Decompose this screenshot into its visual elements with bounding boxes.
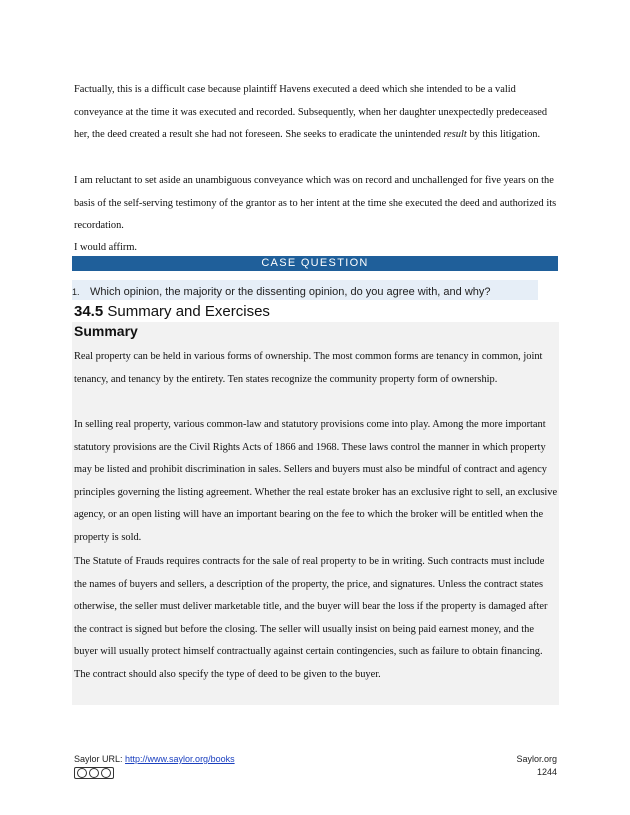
- summary-paragraph-1: Real property can be held in various forms of ownership. The most common forms are tenancy in common, joint tenancy, and tenancy by the entirety. Ten states recognize the community property form of ownership.: [74, 351, 543, 385]
- case-question-banner: CASE QUESTION: [72, 256, 558, 271]
- summary-heading: Summary: [74, 323, 138, 339]
- dissent-paragraph-2: I am reluctant to set aside an unambiguous conveyance which was on record and unchallenged for five years on the basis of the self-serving testimony of the grantor as to her intent at the time she executed the deed and authorized its recordation.: [74, 175, 557, 232]
- footer-url: Saylor URL: http://www.saylor.org/books: [74, 754, 235, 764]
- summary-paragraph-3: The Statute of Frauds requires contracts for the sale of real property to be in writing. Such contracts must include the names of buyers and sellers, a description of the property, the price, and signatures. Unless the contract states otherwise, the seller must deliver marketable title, and the buyer will bear the loss if the property is damaged after the contract is signed but before the closing. The seller will usually insist on being paid earnest money, and the buyer will usually protect himself contractually against certain contingencies, such as failure to obtain financing. The contract should also specify the type of deed to be given to the buyer.: [74, 556, 548, 680]
- summary-paragraph-2: In selling real property, various common-law and statutory provisions come into play. Among the more important statutory provisions are the Civil Rights Acts of 1866 and 1968. These laws control the manner in which property may be listed and prohibit discrimination in sales. Sellers and buyers must also be mindful of contract and agency principles governing the listing agreement. Whether the real estate broker has an exclusive right to sell, an exclusive agency, or an open listing will have an important bearing on the fee to which the broker will be entitled when the property is sold.: [74, 419, 558, 543]
- question-text: Which opinion, the majority or the dissenting opinion, do you agree with, and why?: [90, 286, 491, 298]
- saylor-books-link[interactable]: http://www.saylor.org/books: [125, 754, 235, 764]
- section-heading: [74, 303, 270, 320]
- question-number: 1.: [72, 287, 80, 297]
- section-number: 34.5: [74, 303, 104, 320]
- case-question-item: [72, 280, 538, 300]
- creative-commons-icon: [74, 767, 114, 779]
- section-title: Summary and Exercises: [107, 303, 270, 320]
- dissent-paragraph-3: I would affirm.: [74, 242, 138, 253]
- page-number: 1244: [536, 767, 557, 777]
- footer-site: Saylor.org: [516, 754, 557, 764]
- dissent-paragraph-1: Factually, this is a difficult case because plaintiff Havens executed a deed which she intended to be a valid conveyance at the time it was executed and recorded. Subsequently, when her daughter unexpectedly predeceased her, the deed created a result she had not foreseen. She seeks to eradicate the unintended result by this litigation.: [74, 84, 548, 141]
- italic-result: result: [443, 129, 467, 141]
